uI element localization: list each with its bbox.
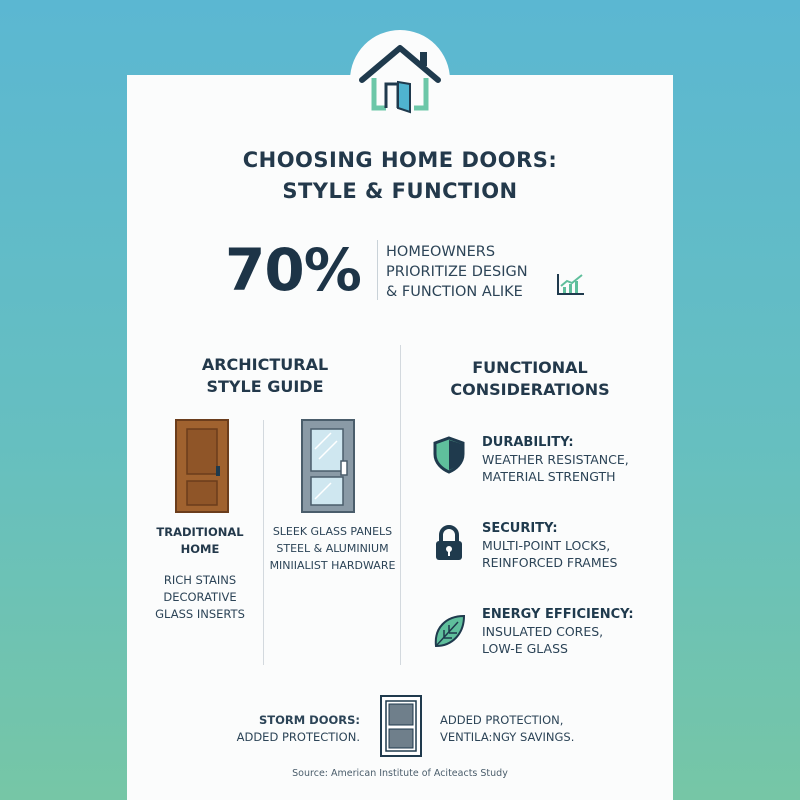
feature-line: LOW-E GLASS: [482, 641, 568, 656]
stat-line: & FUNCTION ALIKE: [386, 284, 523, 300]
feature-energy-efficiency: [482, 606, 634, 657]
storm-doors-right: [440, 712, 620, 746]
source-citation: Source: American Institute of Aciteacts Study: [292, 768, 508, 779]
text-line: MINIIALIST HARDWARE: [269, 559, 396, 572]
heading-line: FUNCTIONAL: [472, 358, 588, 377]
style-guide-heading: [160, 354, 370, 398]
feature-line: WEATHER RESISTANCE,: [482, 452, 629, 467]
text-line: DECORATIVE: [163, 590, 237, 604]
storm-doors-left: [220, 712, 360, 746]
traditional-desc: [145, 572, 255, 623]
stat-value: 70%: [225, 236, 361, 304]
storm-line: ADDED PROTECTION.: [236, 730, 360, 744]
feature-title: SECURITY:: [482, 521, 558, 536]
text-line: GLASS INSERTS: [155, 607, 245, 621]
heading-line: ARCHICTURAL: [201, 355, 329, 374]
column-divider: [400, 345, 401, 665]
title-line-2: STYLE & FUNCTION: [282, 179, 518, 203]
text-line: RICH STAINS: [163, 573, 237, 587]
stat-divider: [377, 240, 378, 300]
feature-security: [482, 520, 617, 571]
leaf-icon: [432, 612, 466, 650]
traditional-wood-door-icon: [175, 419, 229, 513]
feature-line: MATERIAL STRENGTH: [482, 469, 616, 484]
page-title: [127, 145, 673, 207]
stat-line: PRIORITIZE DESIGN: [386, 264, 528, 280]
storm-line: VENTILA:NGY SAVINGS.: [440, 730, 575, 744]
text-line: HOME: [180, 542, 220, 556]
trend-chart-icon: [556, 272, 586, 296]
feature-title: DURABILITY:: [482, 435, 574, 450]
feature-title: ENERGY EFFICIENCY:: [482, 607, 634, 622]
text-line: TRADITIONAL: [156, 525, 244, 539]
heading-line: CONSIDERATIONS: [450, 380, 610, 399]
modern-glass-door-icon: [301, 419, 355, 513]
stat-line: HOMEOWNERS: [386, 244, 496, 260]
padlock-icon: [432, 524, 466, 562]
title-line-1: CHOOSING HOME DOORS:: [242, 148, 558, 172]
house-door-logo-icon: [356, 38, 444, 114]
feature-durability: [482, 434, 629, 485]
heading-line: STYLE GUIDE: [206, 377, 324, 396]
functional-heading: [420, 357, 640, 401]
traditional-title: [145, 524, 255, 558]
modern-desc: [265, 523, 400, 574]
text-line: SLEEK GLASS PANELS: [272, 525, 393, 538]
shield-icon: [432, 436, 466, 474]
storm-title: STORM DOORS:: [258, 713, 360, 727]
storm-door-icon: [380, 695, 422, 757]
stat-caption: [386, 242, 528, 302]
storm-line: ADDED PROTECTION,: [440, 713, 564, 727]
feature-line: MULTI-POINT LOCKS,: [482, 538, 611, 553]
feature-line: REINFORCED FRAMES: [482, 555, 618, 570]
text-line: STEEL & ALUMINIUM: [276, 542, 389, 555]
style-divider: [263, 420, 264, 665]
feature-line: INSULATED CORES,: [482, 624, 604, 639]
